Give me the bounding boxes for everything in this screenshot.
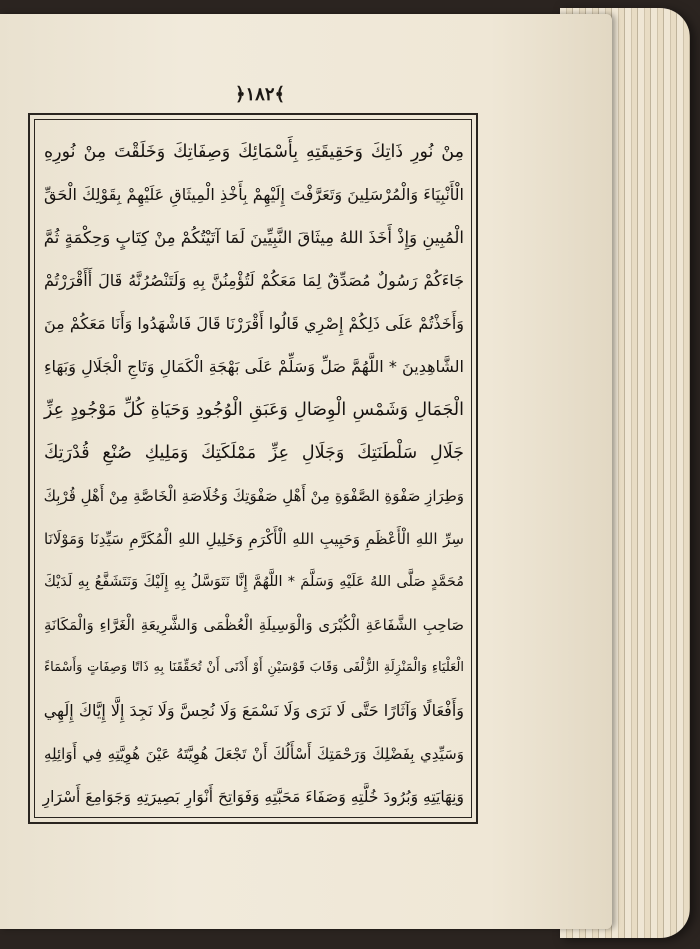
text-line: الشَّاهِدِينَ * اللَّهُمَّ صَلِّ وَسَلِّمْ عَلَى بَهْجَةِ الْكَمَالِ وَتَاجِ الْجَلَالِ وَبَهَاءِ bbox=[44, 357, 464, 376]
text-line: سِرِّ اللهِ الْأَعْظَمِ وَحَبِيبِ اللهِ الْأَكْرَمِ وَخَلِيلِ اللهِ الْمُكَرَّمِ سَيِّدِنَا وَمَوْلَانَا bbox=[44, 530, 464, 548]
text-line: الْجَمَالِ وَشَمْسِ الْوِصَالِ وَعَبَقِ الْوُجُودِ وَحَيَاةِ كُلِّ مَوْجُودٍ عِزِّ bbox=[44, 400, 464, 420]
book-page bbox=[0, 14, 612, 929]
text-line: جَلَالِ سَلْطَنَتِكَ وَجَلَالِ عِزِّ مَمْلَكَتِكَ وَمَلِيكِ صُنْعِ قُدْرَتِكَ bbox=[44, 443, 464, 463]
text-line: وَأَخَذْتُمْ عَلَى ذَلِكُمْ إِصْرِي قَالُوا أَقْرَرْنَا قَالَ فَاشْهَدُوا وَأَنَا مَعَكُمْ مِنَ bbox=[44, 314, 464, 333]
text-line: وَسَيِّدِي بِفَضْلِكَ وَرَحْمَتِكَ أَسْأَلُكَ أَنْ تَجْعَلَ هُوِيَّتَهُ عَيْنَ هُوِيَّتِهِ فِي أَوَائِلِهِ bbox=[44, 745, 464, 763]
text-line: وَنِهَايَتِهِ وَبُرُودَ خُلَّتِهِ وَصَفَاءَ مَحَبَّتِهِ وَفَوَاتِحَ أَنْوَارِ بَصِيرَتِهِ وَجَوَامِعَ أَسْرَارِ bbox=[42, 788, 464, 806]
text-line: وَأَفْعَالًا وَآثَارًا حَتَّى لَا نَرَى وَلَا نَسْمَعَ وَلَا نُحِسَّ وَلَا نَجِدَ إِلَّا إِيَّاكَ إِلَهِي bbox=[43, 701, 464, 720]
text-block bbox=[44, 135, 464, 814]
text-line: صَاحِبِ الشَّفَاعَةِ الْكُبْرَى وَالْوَسِيلَةِ الْعُظْمَى وَالشَّرِيعَةِ الْغَرَّاءِ وَالْمَكَانَةِ bbox=[44, 616, 464, 634]
text-frame bbox=[28, 113, 478, 824]
text-line: الْمُبِينِ وَإِذْ أَخَذَ اللهُ مِيثَاقَ النَّبِيِّينَ لَمَا آتَيْتُكُمْ مِنْ كِتَابٍ وَحِكْمَةٍ ثُمَّ bbox=[43, 228, 464, 247]
text-line: الْأَنْبِيَاءَ وَالْمُرْسَلِينَ وَتَعَرَّفْتَ إِلَيْهِمْ بِأَخْذِ الْمِيثَاقِ عَلَيْهِمْ بِقَوْلِكَ الْحَقِّ bbox=[44, 185, 464, 204]
text-line: وَطِرَازِ صَفْوَةِ الصَّفْوَةِ مِنْ أَهْلِ صَفْوَتِكَ وَخُلَاصَةِ الْخَاصَّةِ مِنْ أَهْلِ قُرْبِكَ bbox=[43, 487, 464, 505]
text-line: جَاءَكُمْ رَسُولٌ مُصَدِّقٌ لِمَا مَعَكُمْ لَتُؤْمِنُنَّ بِهِ وَلَتَنْصُرُنَّهُ قَالَ أَأَقْرَرْتُمْ bbox=[44, 271, 464, 290]
text-line: مِنْ نُورِ ذَاتِكَ وَحَقِيقَتِهِ بِأَسْمَائِكَ وَصِفَاتِكَ وَخَلَقْتَ مِنْ نُورِهِ bbox=[44, 142, 464, 162]
text-line: مُحَمَّدٍ صَلَّى اللهُ عَلَيْهِ وَسَلَّمَ * اللَّهُمَّ إِنَّا نَتَوَسَّلُ بِهِ إِلَيْكَ وَنَتَشَفَّعُ بِهِ لَدَيْكَ bbox=[44, 574, 464, 590]
page-number: ﴿١٨٢﴾ bbox=[234, 84, 286, 105]
text-line: الْعَلْيَاءِ وَالْمَنْزِلَةِ الزُّلْفَى وَقَابَ قَوْسَيْنِ أَوْ أَدْنَى أَنْ تُحَقِّقَنَا بِهِ ذَاتًا وَصِفَاتٍ وَأَسْمَاءً bbox=[44, 660, 464, 675]
